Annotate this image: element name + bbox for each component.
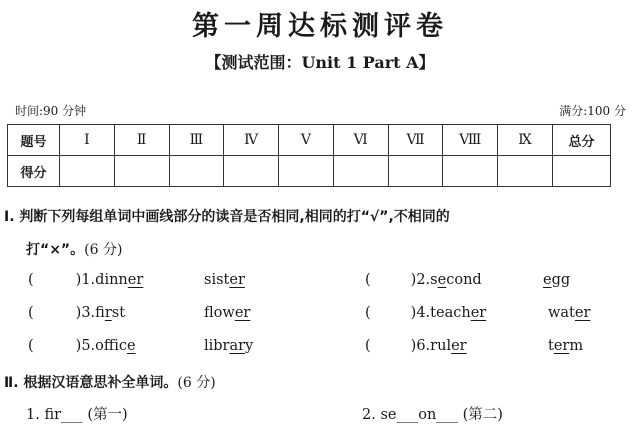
test-scope-subtitle: 【测试范围：Unit 1 Part A】 xyxy=(205,53,435,72)
underlined-part: er xyxy=(127,272,144,288)
section2-heading xyxy=(4,372,216,392)
section1-item-2 xyxy=(365,272,482,288)
total-score-cell[interactable] xyxy=(553,156,611,187)
section2-item-1: 1. fir___ (第一) xyxy=(26,407,128,423)
score-cell[interactable] xyxy=(169,156,224,187)
word-part: m xyxy=(569,338,584,354)
answer-paren[interactable]: ( xyxy=(28,338,34,354)
score-col-header: Ⅴ xyxy=(279,125,334,156)
page-title: 第一周达标测评卷 xyxy=(192,11,448,42)
section1-item-2-word2 xyxy=(543,272,570,288)
score-cell[interactable] xyxy=(279,156,334,187)
score-cell[interactable] xyxy=(60,156,115,187)
word-part: libr xyxy=(204,338,230,354)
word-part: cond xyxy=(446,272,482,288)
section1-item-3-word2 xyxy=(204,305,250,321)
underlined-part: er xyxy=(574,305,591,321)
section2-points: (6 分) xyxy=(177,375,216,391)
exam-time: 时间:90 分钟 xyxy=(15,104,87,118)
answer-paren[interactable]: ( xyxy=(365,272,371,288)
score-col-header: Ⅷ xyxy=(443,125,498,156)
underlined-part: ir xyxy=(104,305,112,321)
score-cell[interactable] xyxy=(333,156,388,187)
section1-heading-line2-text: 打“×”。 xyxy=(26,242,85,258)
total-score-label: 总分 xyxy=(553,125,611,156)
section1-item-1 xyxy=(28,272,143,288)
score-table-header-row xyxy=(8,125,611,156)
section1-item-4-word2 xyxy=(548,305,590,321)
underlined-part: e xyxy=(543,272,552,288)
word-part: s xyxy=(430,272,438,288)
item-number: )4. xyxy=(410,305,431,321)
answer-paren[interactable]: ( xyxy=(365,338,371,354)
underlined-part: er xyxy=(470,305,487,321)
word-part: teach xyxy=(430,305,471,321)
section1-item-6 xyxy=(365,338,467,354)
score-cell[interactable] xyxy=(114,156,169,187)
item-number: )6. xyxy=(410,338,431,354)
score-cell[interactable] xyxy=(224,156,279,187)
underlined-part: e xyxy=(437,272,447,288)
answer-paren[interactable]: ( xyxy=(28,305,34,321)
section1-item-6-word2 xyxy=(548,338,583,354)
underlined-part: e xyxy=(126,338,136,354)
word-part: st xyxy=(111,305,126,321)
question-number-label: 题号 xyxy=(8,125,60,156)
word-part: t xyxy=(548,338,554,354)
full-score: 满分:100 分 xyxy=(559,104,626,118)
score-row-label: 得分 xyxy=(8,156,60,187)
section2-item-2: 2. se___on___ (第二) xyxy=(362,407,503,423)
score-col-header: Ⅶ xyxy=(388,125,443,156)
section1-heading-line2 xyxy=(26,239,122,259)
score-table-score-row xyxy=(8,156,611,187)
section1-item-5-word2 xyxy=(204,338,253,354)
score-cell[interactable] xyxy=(498,156,553,187)
score-col-header: Ⅰ xyxy=(60,125,115,156)
score-col-header: Ⅵ xyxy=(333,125,388,156)
item-number: )3. xyxy=(75,305,96,321)
word-part: gg xyxy=(551,272,571,288)
underlined-part: er xyxy=(451,338,467,354)
score-cell[interactable] xyxy=(388,156,443,187)
item-number: )1. xyxy=(75,272,96,288)
section1-heading-line1: Ⅰ. 判断下列每组单词中画线部分的读音是否相同,相同的打“√”,不相同的 xyxy=(4,209,450,225)
item-number: )2. xyxy=(410,272,431,288)
section1-item-4 xyxy=(365,305,486,321)
word-part: f xyxy=(95,305,105,321)
underlined-part: er xyxy=(553,338,570,354)
section1-item-3 xyxy=(28,305,125,321)
underlined-part: ar xyxy=(229,338,246,354)
score-col-header: Ⅳ xyxy=(224,125,279,156)
word-part: offic xyxy=(95,338,127,354)
word-part: y xyxy=(245,338,254,354)
score-table xyxy=(7,124,611,187)
word-part: rul xyxy=(430,338,452,354)
score-col-header: Ⅱ xyxy=(114,125,169,156)
word-part: wat xyxy=(548,305,575,321)
underlined-part: er xyxy=(234,305,251,321)
section1-item-1-word2 xyxy=(204,272,245,288)
item-number: )5. xyxy=(75,338,96,354)
answer-paren[interactable]: ( xyxy=(28,272,34,288)
answer-paren[interactable]: ( xyxy=(365,305,371,321)
score-col-header: Ⅲ xyxy=(169,125,224,156)
word-part: dinn xyxy=(95,272,128,288)
section1-item-5 xyxy=(28,338,136,354)
word-part: sist xyxy=(204,272,230,288)
section1-points: (6 分) xyxy=(84,242,123,258)
score-col-header: Ⅸ xyxy=(498,125,553,156)
word-part: flow xyxy=(204,305,235,321)
section2-heading-text: Ⅱ. 根据汉语意思补全单词。 xyxy=(4,375,178,391)
underlined-part: er xyxy=(229,272,245,288)
score-cell[interactable] xyxy=(443,156,498,187)
